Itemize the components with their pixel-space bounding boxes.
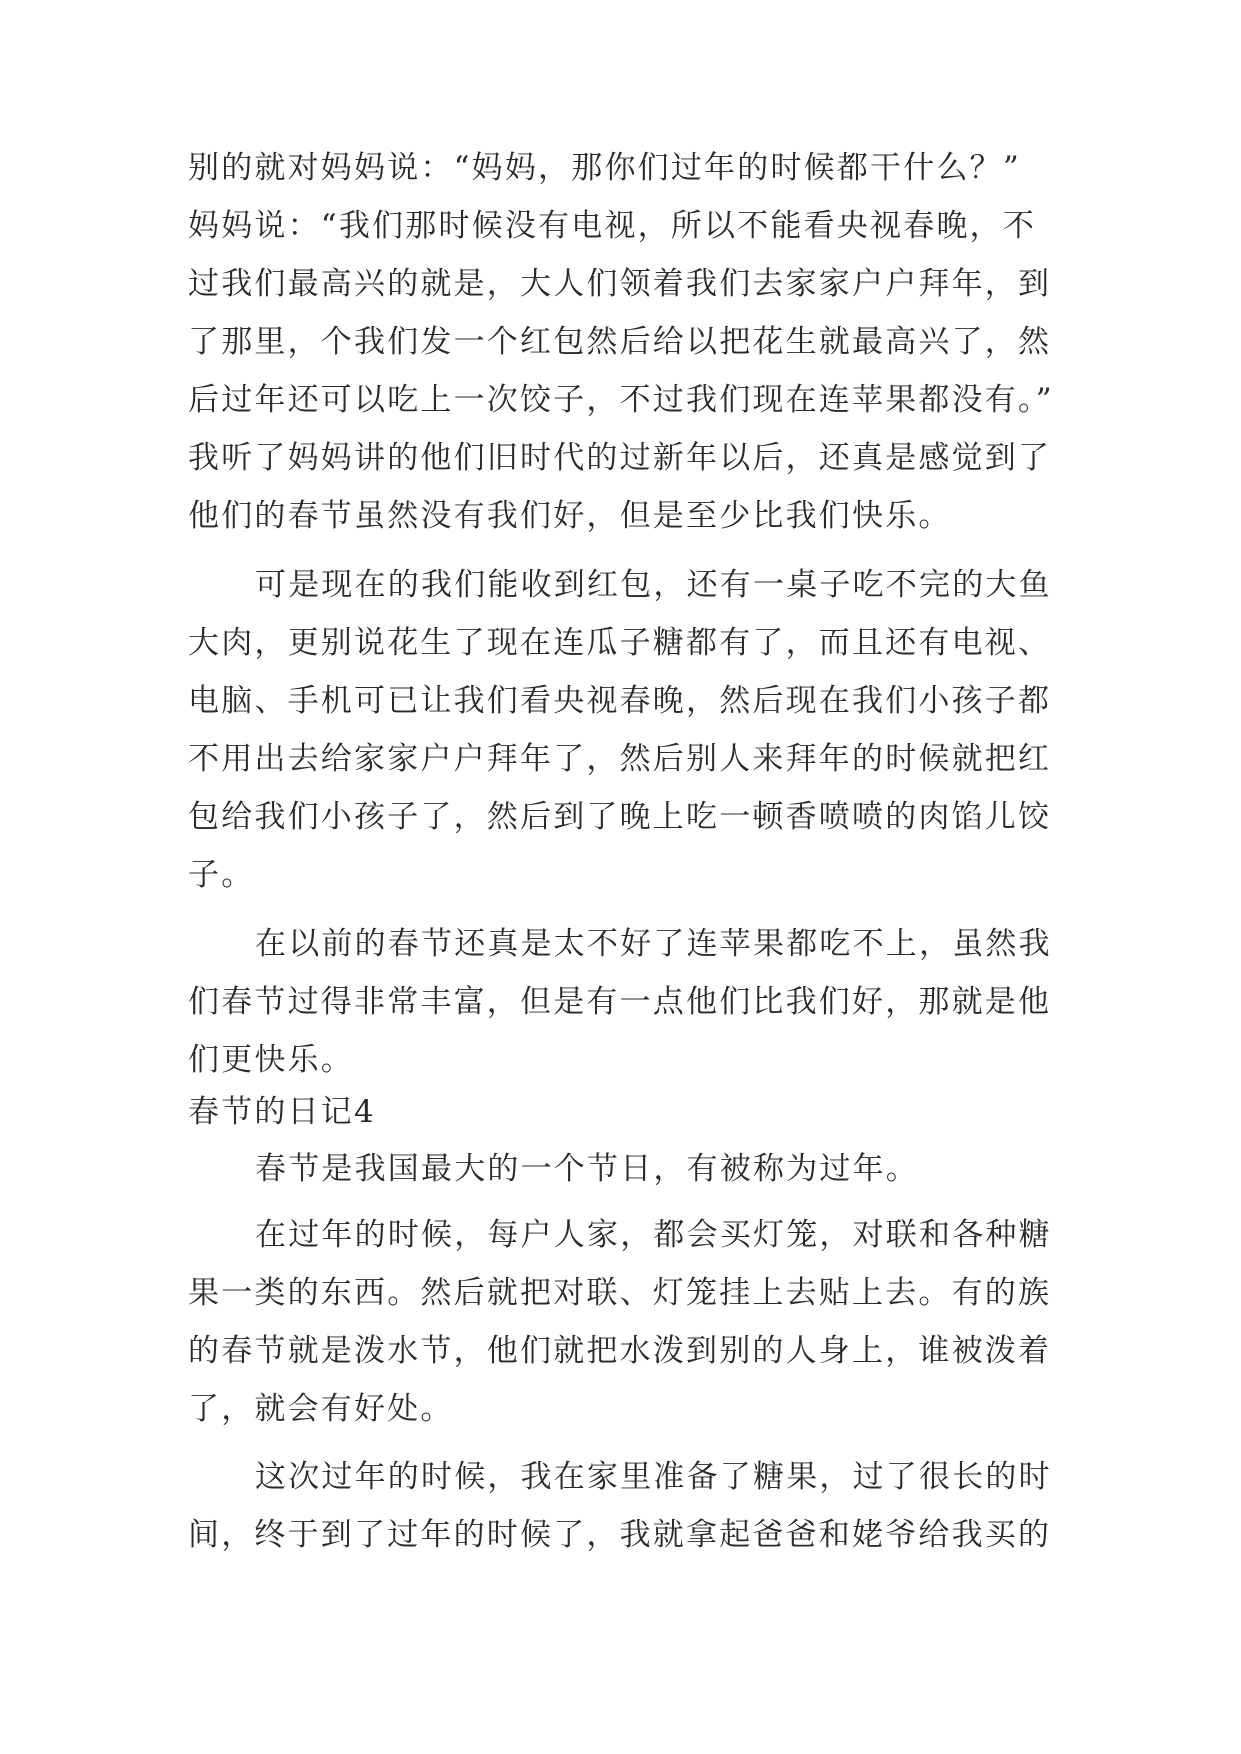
text-line: 我听了妈妈讲的他们旧时代的过新年以后，还真是感觉到了 xyxy=(188,440,1052,476)
text-line: 妈妈说：“我们那时候没有电视，所以不能看央视春晚，不 xyxy=(188,208,1037,244)
text-line: 了，就会有好处。 xyxy=(188,1391,454,1427)
text-line: 们更快乐。 xyxy=(188,1042,354,1078)
text-line: 后过年还可以吃上一次饺子，不过我们现在连苹果都没有。” xyxy=(188,382,1054,418)
text-line: 果一类的东西。然后就把对联、灯笼挂上去贴上去。有的族 xyxy=(188,1275,1052,1311)
text-line: 们春节过得非常丰富，但是有一点他们比我们好，那就是他 xyxy=(188,984,1052,1020)
text-line: 的春节就是泼水节，他们就把水泼到别的人身上，谁被泼着 xyxy=(188,1333,1052,1369)
text-line: 过我们最高兴的就是，大人们领着我们去家家户户拜年，到 xyxy=(188,266,1052,302)
text-line: 别的就对妈妈说：“妈妈，那你们过年的时候都干什么？” xyxy=(188,150,1021,186)
text-line: 间，终于到了过年的时候了，我就拿起爸爸和姥爷给我买的 xyxy=(188,1517,1052,1553)
paragraph-start-line: 在以前的春节还真是太不好了连苹果都吃不上，虽然我 xyxy=(255,926,1052,962)
text-line: 了那里，个我们发一个红包然后给以把花生就最高兴了，然 xyxy=(188,324,1052,360)
text-line: 他们的春节虽然没有我们好，但是至少比我们快乐。 xyxy=(188,498,952,534)
paragraph-start-line: 可是现在的我们能收到红包，还有一桌子吃不完的大鱼 xyxy=(255,567,1052,603)
paragraph-start-line: 春节是我国最大的一个节日，有被称为过年。 xyxy=(255,1151,919,1187)
text-line: 电脑、手机可已让我们看央视春晚，然后现在我们小孩子都 xyxy=(188,683,1052,719)
paragraph-start-line: 在过年的时候，每户人家，都会买灯笼，对联和各种糖 xyxy=(255,1217,1052,1253)
text-line: 包给我们小孩子了，然后到了晚上吃一顿香喷喷的肉馅儿饺 xyxy=(188,799,1052,835)
text-line: 大肉，更别说花生了现在连瓜子糖都有了，而且还有电视、 xyxy=(188,625,1052,661)
text-line: 子。 xyxy=(188,857,255,893)
paragraph-start-line: 这次过年的时候，我在家里准备了糖果，过了很长的时 xyxy=(255,1459,1052,1495)
section-heading: 春节的日记4 xyxy=(188,1094,376,1130)
text-line: 不用出去给家家户户拜年了，然后别人来拜年的时候就把红 xyxy=(188,741,1052,777)
